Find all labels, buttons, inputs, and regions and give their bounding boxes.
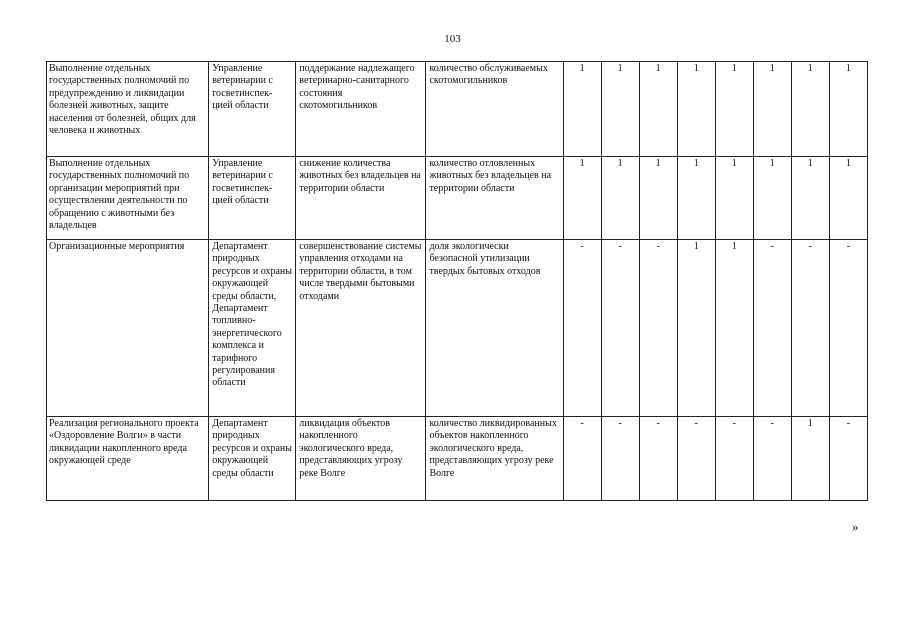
executor-cell: Управление ветеринарии с госветинспек-цией области bbox=[209, 157, 296, 240]
value-cell: 1 bbox=[791, 157, 829, 240]
goal-cell: ликвидация объектов накопленного экологического вреда, представляющих угрозу реке Волге bbox=[296, 417, 426, 501]
goal-cell: совершенствование системы управления отходами на территории области, в том числе твердыми бытовыми отходами bbox=[296, 240, 426, 417]
value-cell: 1 bbox=[753, 62, 791, 157]
value-cell: - bbox=[715, 417, 753, 501]
value-cell: 1 bbox=[715, 240, 753, 417]
table-row bbox=[47, 240, 868, 417]
value-cell: 1 bbox=[677, 62, 715, 157]
table-row bbox=[47, 157, 868, 240]
value-cell: 1 bbox=[829, 62, 867, 157]
value-cell: - bbox=[563, 240, 601, 417]
indicator-cell: количество отловленных животных без владельцев на территории области bbox=[426, 157, 563, 240]
indicator-cell: количество ликвидированных объектов накопленного экологического вреда, представляющих угрозу реке Волге bbox=[426, 417, 563, 501]
value-cell: 1 bbox=[601, 157, 639, 240]
activity-cell: Организационные мероприятия bbox=[47, 240, 209, 417]
value-cell: 1 bbox=[639, 157, 677, 240]
value-cell: 1 bbox=[753, 157, 791, 240]
value-cell: 1 bbox=[563, 157, 601, 240]
value-cell: 1 bbox=[639, 62, 677, 157]
value-cell: - bbox=[601, 417, 639, 501]
value-cell: 1 bbox=[677, 157, 715, 240]
table-row bbox=[47, 62, 868, 157]
value-cell: - bbox=[639, 417, 677, 501]
program-activities-table bbox=[46, 61, 868, 501]
value-cell: - bbox=[563, 417, 601, 501]
indicator-cell: количество обслуживаемых скотомогильников bbox=[426, 62, 563, 157]
value-cell: - bbox=[753, 417, 791, 501]
value-cell: 1 bbox=[715, 157, 753, 240]
value-cell: - bbox=[753, 240, 791, 417]
value-cell: - bbox=[829, 240, 867, 417]
value-cell: 1 bbox=[563, 62, 601, 157]
value-cell: 1 bbox=[677, 240, 715, 417]
goal-cell: поддержание надлежащего ветеринарно-санитарного состояния скотомогильников bbox=[296, 62, 426, 157]
value-cell: 1 bbox=[791, 62, 829, 157]
value-cell: 1 bbox=[829, 157, 867, 240]
closing-quote-mark: » bbox=[852, 519, 859, 534]
value-cell: - bbox=[601, 240, 639, 417]
activity-cell: Выполнение отдельных государственных полномочий по предупреждению и ликвидации болезней животных, защите населения от болезней, общих для человека и животных bbox=[47, 62, 209, 157]
indicator-cell: доля экологически безопасной утилизации твердых бытовых отходов bbox=[426, 240, 563, 417]
activity-cell: Выполнение отдельных государственных полномочий по организации мероприятий при осуществлении деятельности по обращению с животными без владельцев bbox=[47, 157, 209, 240]
value-cell: 1 bbox=[715, 62, 753, 157]
value-cell: - bbox=[791, 240, 829, 417]
value-cell: 1 bbox=[791, 417, 829, 501]
executor-cell: Департамент природных ресурсов и охраны окружающей среды области bbox=[209, 417, 296, 501]
value-cell: - bbox=[677, 417, 715, 501]
page-number: 103 bbox=[444, 33, 461, 45]
value-cell: 1 bbox=[601, 62, 639, 157]
activity-cell: Реализация регионального проекта «Оздоровление Волги» в части ликвидации накопленного вреда окружающей среде bbox=[47, 417, 209, 501]
table-row bbox=[47, 417, 868, 501]
executor-cell: Управление ветеринарии с госветинспек-цией области bbox=[209, 62, 296, 157]
value-cell: - bbox=[829, 417, 867, 501]
value-cell: - bbox=[639, 240, 677, 417]
goal-cell: снижение количества животных без владельцев на территории области bbox=[296, 157, 426, 240]
executor-cell: Департамент природных ресурсов и охраны окружающей среды области, Департамент топливно-энергетического комплекса и тарифного регулирования области bbox=[209, 240, 296, 417]
